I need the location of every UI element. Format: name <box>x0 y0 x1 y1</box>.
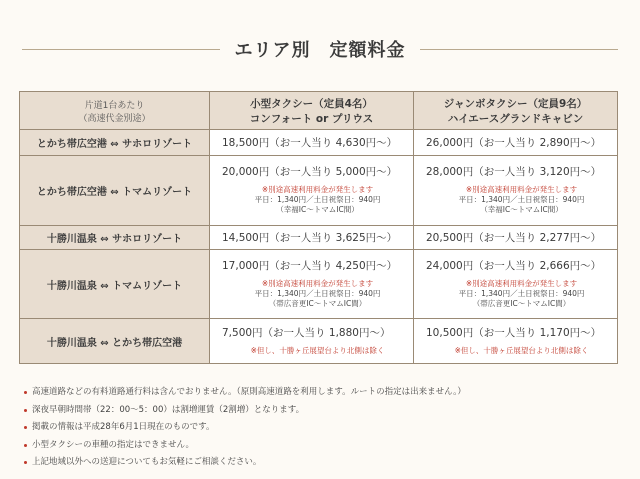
list-item <box>24 419 466 437</box>
table-row <box>20 319 618 364</box>
page-title: エリア別 定額料金 <box>234 40 406 61</box>
route-cell: 十勝川温泉 ⇔ とかち帯広空港 <box>20 319 210 364</box>
header-condition-line1: 片道1台あたり <box>84 100 145 111</box>
jumbo-fare-note: ※別途高速利用料金が発生します <box>465 185 578 194</box>
small-fare-cell <box>210 226 414 250</box>
jumbo-fare-toll: 平日：1,340円／土日祝祭日：940円 <box>458 195 585 204</box>
small-fare-cell <box>210 130 414 156</box>
list-item <box>24 384 466 402</box>
table-row <box>20 250 618 319</box>
jumbo-fare-cell <box>414 319 618 364</box>
header-jumbo-taxi <box>414 92 618 130</box>
note-text: 上記地域以外への送迎についてもお気軽にご相談ください。 <box>32 457 262 467</box>
small-fare: 18,500円（お一人当り 4,630円〜） <box>222 137 398 149</box>
jumbo-fare-note: ※別途高速利用料金が発生します <box>465 278 578 288</box>
route-cell: 十勝川温泉 ⇔ トマムリゾート <box>20 250 210 319</box>
table-row <box>20 130 618 156</box>
jumbo-fare-cell <box>414 250 618 319</box>
title-divider-right <box>420 49 618 50</box>
jumbo-fare: 10,500円（お一人当り 1,170円〜） <box>426 326 602 339</box>
header-jumbo-taxi-line1: ジャンボタクシー（定員9名） <box>443 97 588 110</box>
jumbo-fare: 20,500円（お一人当り 2,277円〜） <box>426 232 602 244</box>
small-fare-note: ※別途高速利用料金が発生します <box>261 278 374 288</box>
jumbo-fare: 26,000円（お一人当り 2,890円〜） <box>426 137 602 149</box>
table-row <box>20 156 618 226</box>
bullet-icon <box>24 461 27 464</box>
jumbo-fare-cell <box>414 226 618 250</box>
bullet-icon <box>24 444 27 447</box>
small-fare-note: ※別途高速利用料金が発生します <box>261 185 374 194</box>
table-header-row <box>20 92 618 130</box>
small-fare-toll: 平日：1,340円／土日祝祭日：940円 <box>254 288 381 298</box>
small-fare-cell <box>210 319 414 364</box>
small-fare: 14,500円（お一人当り 3,625円〜） <box>222 232 398 244</box>
jumbo-fare-section: （帯広音更IC〜トマムIC間） <box>472 298 571 308</box>
header-condition <box>20 92 210 130</box>
jumbo-fare-cell <box>414 130 618 156</box>
header-small-taxi-line2: コンフォート or プリウス <box>249 112 374 125</box>
small-fare-toll: 平日：1,340円／土日祝祭日：940円 <box>254 195 381 204</box>
small-fare-cell <box>210 250 414 319</box>
fare-table <box>19 91 618 364</box>
small-fare: 20,000円（お一人当り 5,000円〜） <box>222 166 398 178</box>
small-fare-section: （幸福IC〜トマムIC間） <box>276 205 359 214</box>
note-text: 深夜早朝時間帯（22：00〜5：00）は割増運賃（2割増）となります。 <box>32 404 305 415</box>
header-jumbo-taxi-line2: ハイエースグランドキャビン <box>447 112 584 125</box>
title-divider-left <box>22 49 220 50</box>
jumbo-fare-cell <box>414 156 618 226</box>
note-text: 掲載の情報は平成28年6月1日現在のものです。 <box>32 422 215 432</box>
route-cell: とかち帯広空港 ⇔ トマムリゾート <box>20 156 210 226</box>
header-small-taxi-line1: 小型タクシー（定員4名） <box>250 97 373 110</box>
bullet-icon <box>24 391 27 394</box>
small-fare-note: ※但し、十勝ヶ丘展望台より北側は除く <box>250 345 385 355</box>
route-cell: 十勝川温泉 ⇔ サホロリゾート <box>20 226 210 250</box>
jumbo-fare-toll: 平日：1,340円／土日祝祭日：940円 <box>458 288 585 298</box>
note-text: 小型タクシーの車種の指定はできません。 <box>32 439 195 450</box>
list-item <box>24 402 466 420</box>
notes-list <box>24 384 466 472</box>
list-item <box>24 437 466 455</box>
table-row <box>20 226 618 250</box>
note-text: 高速道路などの有料道路通行料は含んでおりません。（原則高速道路を利用します。ルートの指定は出来ません。） <box>32 387 466 397</box>
header-condition-line2: （高速代金別途） <box>78 113 151 124</box>
route-cell: とかち帯広空港 ⇔ サホロリゾート <box>20 130 210 156</box>
list-item <box>24 454 466 472</box>
bullet-icon <box>24 409 27 412</box>
small-fare: 7,500円（お一人当り 1,880円〜） <box>222 326 391 339</box>
jumbo-fare: 28,000円（お一人当り 3,120円〜） <box>426 166 602 178</box>
title-section <box>0 36 640 66</box>
jumbo-fare: 24,000円（お一人当り 2,666円〜） <box>426 259 602 272</box>
small-fare: 17,000円（お一人当り 4,250円〜） <box>222 259 398 272</box>
jumbo-fare-section: （幸福IC〜トマムIC間） <box>480 205 563 214</box>
header-small-taxi <box>210 92 414 130</box>
small-fare-section: （帯広音更IC〜トマムIC間） <box>268 298 367 308</box>
bullet-icon <box>24 426 27 429</box>
small-fare-cell <box>210 156 414 226</box>
jumbo-fare-note: ※但し、十勝ヶ丘展望台より北側は除く <box>454 345 589 355</box>
